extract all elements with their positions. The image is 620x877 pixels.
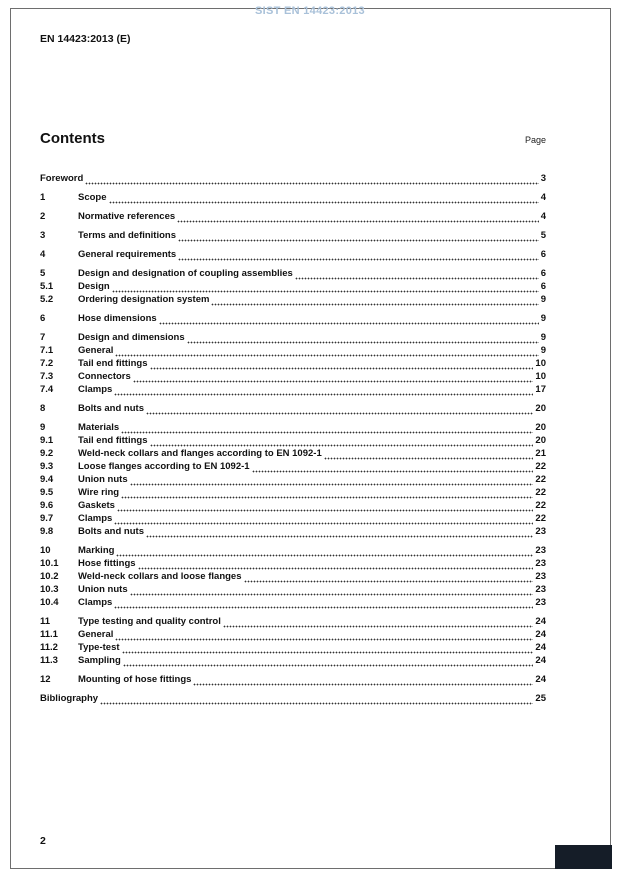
footer-page-number: 2 bbox=[40, 835, 46, 847]
toc-entry-label: Union nuts bbox=[78, 584, 128, 595]
toc-entry-page: 10 bbox=[535, 358, 546, 369]
toc-entry-label: Ordering designation system bbox=[78, 294, 210, 305]
toc-group bbox=[40, 248, 546, 261]
toc-row bbox=[40, 447, 546, 460]
toc-entry-number: 9.6 bbox=[40, 500, 54, 511]
toc-row bbox=[40, 596, 546, 609]
toc-entry-number: 9 bbox=[40, 422, 46, 433]
toc-entry-label: Tail end fittings bbox=[78, 435, 148, 446]
toc-group bbox=[40, 229, 546, 242]
toc-row bbox=[40, 628, 546, 641]
toc-entry-page: 24 bbox=[535, 655, 546, 666]
toc-group bbox=[40, 172, 546, 185]
toc-entry-label: Loose flanges according to EN 1092-1 bbox=[78, 461, 250, 472]
toc-leader-dots bbox=[193, 677, 533, 686]
toc-entry-page: 9 bbox=[540, 294, 546, 305]
toc-leader-dots bbox=[114, 516, 533, 525]
toc-entry-number: 10.3 bbox=[40, 584, 59, 595]
toc-entry-number: 7.3 bbox=[40, 371, 54, 382]
toc-entry-page: 22 bbox=[535, 500, 546, 511]
toc-entry-number: 10.2 bbox=[40, 571, 59, 582]
toc-row bbox=[40, 331, 546, 344]
toc-group bbox=[40, 615, 546, 667]
contents-header bbox=[40, 130, 546, 147]
toc-entry-label: Type testing and quality control bbox=[78, 616, 221, 627]
toc-row bbox=[40, 486, 546, 499]
toc-entry-number: 9.2 bbox=[40, 448, 54, 459]
toc-row bbox=[40, 293, 546, 306]
toc-leader-dots bbox=[115, 348, 538, 357]
toc-entry-label: Clamps bbox=[78, 513, 113, 524]
toc-row bbox=[40, 615, 546, 628]
toc-entry-page: 20 bbox=[535, 435, 546, 446]
toc-entry-label: Wire ring bbox=[78, 487, 120, 498]
toc-leader-dots bbox=[122, 645, 534, 654]
toc-leader-dots bbox=[211, 297, 538, 306]
toc-row bbox=[40, 172, 546, 185]
toc-entry-label: Clamps bbox=[78, 384, 113, 395]
toc-entry-page: 21 bbox=[535, 448, 546, 459]
toc-leader-dots bbox=[109, 195, 539, 204]
toc-entry-page: 4 bbox=[540, 211, 546, 222]
contents-title: Contents bbox=[40, 130, 105, 147]
toc-entry-number: 4 bbox=[40, 249, 46, 260]
toc-group bbox=[40, 312, 546, 325]
toc-group bbox=[40, 402, 546, 415]
toc-entry-label: Connectors bbox=[78, 371, 131, 382]
toc-entry-number: 3 bbox=[40, 230, 46, 241]
toc-row bbox=[40, 570, 546, 583]
watermark-text: SIST EN 14423:2013 bbox=[255, 5, 365, 17]
toc-group bbox=[40, 331, 546, 396]
toc-entry-page: 23 bbox=[535, 571, 546, 582]
toc-entry-number: 12 bbox=[40, 674, 51, 685]
toc-entry-page: 9 bbox=[540, 313, 546, 324]
toc-entry-page: 20 bbox=[535, 403, 546, 414]
toc-group bbox=[40, 267, 546, 306]
toc-leader-dots bbox=[178, 233, 539, 242]
toc-entry-page: 25 bbox=[535, 693, 546, 704]
toc-entry-number: 10.1 bbox=[40, 558, 59, 569]
toc-entry-label: Sampling bbox=[78, 655, 121, 666]
toc-entry-number: 1 bbox=[40, 192, 46, 203]
toc-leader-dots bbox=[178, 252, 538, 261]
toc-row bbox=[40, 312, 546, 325]
toc-entry-label: Weld-neck collars and flanges according to EN 1092-1 bbox=[78, 448, 322, 459]
toc-entry-page: 22 bbox=[535, 474, 546, 485]
toc-entry-label: Design and designation of coupling assemblies bbox=[78, 268, 293, 279]
toc-row bbox=[40, 434, 546, 447]
toc-entry-number: 9.8 bbox=[40, 526, 54, 537]
toc-leader-dots bbox=[150, 361, 534, 370]
toc-entry-number: 6 bbox=[40, 313, 46, 324]
toc-entry-label: Design bbox=[78, 281, 110, 292]
toc-entry-number: 7 bbox=[40, 332, 46, 343]
toc-entry-number: 2 bbox=[40, 211, 46, 222]
toc-entry-page: 23 bbox=[535, 526, 546, 537]
toc-group bbox=[40, 421, 546, 538]
toc-row bbox=[40, 583, 546, 596]
toc-entry-page: 10 bbox=[535, 371, 546, 382]
toc-leader-dots bbox=[133, 374, 534, 383]
toc-leader-dots bbox=[117, 503, 533, 512]
toc-entry-page: 6 bbox=[540, 268, 546, 279]
toc-entry-label: General bbox=[78, 345, 114, 356]
toc-entry-label: Union nuts bbox=[78, 474, 128, 485]
toc-row bbox=[40, 280, 546, 293]
toc-entry-page: 23 bbox=[535, 558, 546, 569]
toc-leader-dots bbox=[85, 176, 538, 185]
toc-entry-label: Gaskets bbox=[78, 500, 115, 511]
toc-row bbox=[40, 499, 546, 512]
toc-row bbox=[40, 210, 546, 223]
toc-entry-number: 9.5 bbox=[40, 487, 54, 498]
toc-entry-page: 6 bbox=[540, 281, 546, 292]
toc-leader-dots bbox=[223, 619, 534, 628]
table-of-contents bbox=[40, 172, 546, 711]
toc-entry-label: Normative references bbox=[78, 211, 176, 222]
toc-entry-page: 22 bbox=[535, 461, 546, 472]
toc-row bbox=[40, 512, 546, 525]
toc-entry-page: 17 bbox=[535, 384, 546, 395]
toc-entry-label: Marking bbox=[78, 545, 115, 556]
toc-leader-dots bbox=[114, 387, 533, 396]
toc-row bbox=[40, 557, 546, 570]
document-reference: EN 14423:2013 (E) bbox=[40, 33, 131, 45]
toc-entry-label: Mounting of hose fittings bbox=[78, 674, 192, 685]
toc-entry-number: 11.3 bbox=[40, 655, 58, 666]
toc-entry-page: 24 bbox=[535, 616, 546, 627]
toc-entry-number: 7.1 bbox=[40, 345, 54, 356]
toc-entry-label: Clamps bbox=[78, 597, 113, 608]
toc-entry-label: Tail end fittings bbox=[78, 358, 148, 369]
toc-row bbox=[40, 673, 546, 686]
toc-row bbox=[40, 191, 546, 204]
toc-group bbox=[40, 544, 546, 609]
toc-entry-page: 9 bbox=[540, 345, 546, 356]
toc-row bbox=[40, 544, 546, 557]
toc-row bbox=[40, 357, 546, 370]
toc-leader-dots bbox=[252, 464, 534, 473]
toc-leader-dots bbox=[121, 425, 533, 434]
toc-entry-label: Bolts and nuts bbox=[78, 526, 144, 537]
toc-entry-page: 24 bbox=[535, 629, 546, 640]
toc-leader-dots bbox=[112, 284, 539, 293]
toc-row bbox=[40, 229, 546, 242]
toc-entry-label: Foreword bbox=[40, 173, 84, 184]
toc-row bbox=[40, 267, 546, 280]
toc-row bbox=[40, 641, 546, 654]
toc-leader-dots bbox=[130, 477, 534, 486]
toc-entry-label: Design and dimensions bbox=[78, 332, 185, 343]
toc-entry-label: Hose fittings bbox=[78, 558, 136, 569]
toc-entry-page: 22 bbox=[535, 487, 546, 498]
toc-entry-page: 3 bbox=[540, 173, 546, 184]
toc-group bbox=[40, 191, 546, 204]
toc-entry-label: Bolts and nuts bbox=[78, 403, 144, 414]
toc-entry-number: 9.1 bbox=[40, 435, 54, 446]
toc-row bbox=[40, 460, 546, 473]
toc-entry-number: 8 bbox=[40, 403, 46, 414]
toc-entry-number: 5.2 bbox=[40, 294, 54, 305]
toc-entry-number: 10.4 bbox=[40, 597, 59, 608]
toc-row bbox=[40, 370, 546, 383]
page-column-heading: Page bbox=[524, 135, 546, 145]
toc-entry-label: Weld-neck collars and loose flanges bbox=[78, 571, 242, 582]
toc-entry-page: 9 bbox=[540, 332, 546, 343]
toc-entry-number: 11.2 bbox=[40, 642, 58, 653]
toc-group bbox=[40, 673, 546, 686]
toc-leader-dots bbox=[177, 214, 539, 223]
toc-leader-dots bbox=[123, 658, 534, 667]
toc-leader-dots bbox=[130, 587, 534, 596]
toc-entry-page: 23 bbox=[535, 584, 546, 595]
toc-entry-number: 5.1 bbox=[40, 281, 54, 292]
toc-entry-page: 22 bbox=[535, 513, 546, 524]
toc-entry-page: 24 bbox=[535, 642, 546, 653]
toc-entry-number: 9.3 bbox=[40, 461, 54, 472]
toc-entry-label: General requirements bbox=[78, 249, 177, 260]
toc-entry-number: 7.2 bbox=[40, 358, 54, 369]
toc-leader-dots bbox=[146, 406, 533, 415]
toc-row bbox=[40, 248, 546, 261]
toc-entry-number: 11 bbox=[40, 616, 51, 627]
toc-entry-page: 5 bbox=[540, 230, 546, 241]
toc-leader-dots bbox=[159, 316, 539, 325]
toc-leader-dots bbox=[138, 561, 534, 570]
corner-badge bbox=[555, 845, 612, 869]
toc-leader-dots bbox=[295, 271, 539, 280]
toc-entry-label: Scope bbox=[78, 192, 107, 203]
toc-entry-page: 24 bbox=[535, 674, 546, 685]
toc-leader-dots bbox=[187, 335, 539, 344]
toc-entry-label: Type-test bbox=[78, 642, 120, 653]
toc-entry-page: 23 bbox=[535, 597, 546, 608]
toc-row bbox=[40, 654, 546, 667]
toc-leader-dots bbox=[115, 632, 533, 641]
toc-entry-label: General bbox=[78, 629, 114, 640]
toc-entry-label: Terms and definitions bbox=[78, 230, 177, 241]
toc-row bbox=[40, 473, 546, 486]
toc-group bbox=[40, 692, 546, 705]
toc-entry-page: 20 bbox=[535, 422, 546, 433]
toc-row bbox=[40, 421, 546, 434]
toc-row bbox=[40, 344, 546, 357]
toc-entry-label: Hose dimensions bbox=[78, 313, 157, 324]
toc-leader-dots bbox=[324, 451, 534, 460]
toc-entry-number: 9.4 bbox=[40, 474, 54, 485]
toc-entry-number: 11.1 bbox=[40, 629, 58, 640]
toc-leader-dots bbox=[121, 490, 533, 499]
toc-entry-number: 5 bbox=[40, 268, 46, 279]
toc-leader-dots bbox=[150, 438, 534, 447]
toc-entry-number: 10 bbox=[40, 545, 51, 556]
toc-row bbox=[40, 402, 546, 415]
toc-leader-dots bbox=[244, 574, 534, 583]
toc-leader-dots bbox=[116, 548, 533, 557]
toc-entry-page: 23 bbox=[535, 545, 546, 556]
toc-group bbox=[40, 210, 546, 223]
toc-row bbox=[40, 692, 546, 705]
toc-row bbox=[40, 525, 546, 538]
toc-entry-number: 9.7 bbox=[40, 513, 54, 524]
toc-entry-label: Materials bbox=[78, 422, 120, 433]
toc-entry-page: 4 bbox=[540, 192, 546, 203]
toc-entry-label: Bibliography bbox=[40, 693, 99, 704]
toc-row bbox=[40, 383, 546, 396]
toc-leader-dots bbox=[146, 529, 533, 538]
toc-entry-number: 7.4 bbox=[40, 384, 54, 395]
toc-leader-dots bbox=[114, 600, 533, 609]
toc-leader-dots bbox=[100, 696, 533, 705]
toc-entry-page: 6 bbox=[540, 249, 546, 260]
